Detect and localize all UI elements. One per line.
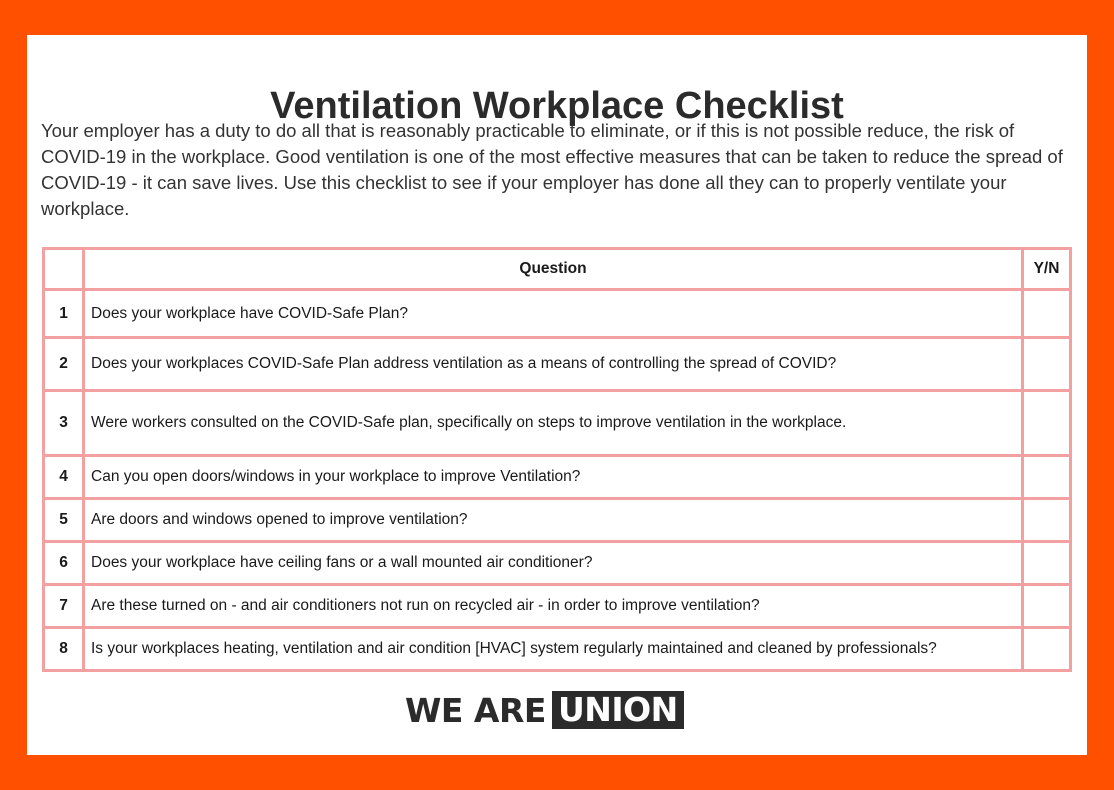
header-yes-no: Y/N xyxy=(1023,249,1071,290)
row-number: 8 xyxy=(44,628,84,671)
table-row xyxy=(44,290,1071,338)
row-number: 2 xyxy=(44,338,84,391)
table-row xyxy=(44,628,1071,671)
row-question: Can you open doors/windows in your workplace to improve Ventilation? xyxy=(84,456,1023,499)
table-row xyxy=(44,585,1071,628)
page-title: Ventilation Workplace Checklist xyxy=(270,85,844,127)
row-answer-cell[interactable] xyxy=(1023,585,1071,628)
row-question: Are these turned on - and air conditioners not run on recycled air - in order to improve ventilation? xyxy=(84,585,1023,628)
row-question: Does your workplace have ceiling fans or a wall mounted air conditioner? xyxy=(84,542,1023,585)
table-row xyxy=(44,499,1071,542)
row-number: 7 xyxy=(44,585,84,628)
row-answer-cell[interactable] xyxy=(1023,338,1071,391)
row-question: Does your workplaces COVID-Safe Plan address ventilation as a means of controlling the spread of COVID? xyxy=(84,338,1023,391)
logo-text-plain: WE ARE xyxy=(405,690,546,730)
row-answer-cell[interactable] xyxy=(1023,290,1071,338)
row-question: Were workers consulted on the COVID-Safe plan, specifically on steps to improve ventilation in the workplace. xyxy=(84,391,1023,456)
table-row xyxy=(44,391,1071,456)
row-number: 5 xyxy=(44,499,84,542)
row-answer-cell[interactable] xyxy=(1023,542,1071,585)
checklist-page xyxy=(27,35,1087,755)
row-answer-cell[interactable] xyxy=(1023,628,1071,671)
table-row xyxy=(44,456,1071,499)
row-answer-cell[interactable] xyxy=(1023,456,1071,499)
row-number: 3 xyxy=(44,391,84,456)
table-header-row xyxy=(44,249,1071,290)
row-number: 6 xyxy=(44,542,84,585)
row-number: 1 xyxy=(44,290,84,338)
header-number xyxy=(44,249,84,290)
header-question: Question xyxy=(84,249,1023,290)
row-question: Does your workplace have COVID-Safe Plan? xyxy=(84,290,1023,338)
intro-paragraph: Your employer has a duty to do all that is reasonably practicable to eliminate, or if this is not possible reduce, the risk of COVID-19 in the workplace. Good ventilation is one of the most effective measures that can be taken to reduce the spread of COVID-19 - it can save lives. Use this checklist to see if your employer has done all they can to properly ventilate your workplace. xyxy=(41,120,1063,219)
row-question: Are doors and windows opened to improve ventilation? xyxy=(84,499,1023,542)
row-answer-cell[interactable] xyxy=(1023,391,1071,456)
row-question: Is your workplaces heating, ventilation and air condition [HVAC] system regularly maintained and cleaned by professionals? xyxy=(84,628,1023,671)
row-number: 4 xyxy=(44,456,84,499)
table-row xyxy=(44,542,1071,585)
checklist-table xyxy=(42,247,1072,672)
logo-text-boxed: UNION xyxy=(552,691,684,729)
we-are-union-logo xyxy=(405,690,684,730)
row-answer-cell[interactable] xyxy=(1023,499,1071,542)
table-row xyxy=(44,338,1071,391)
